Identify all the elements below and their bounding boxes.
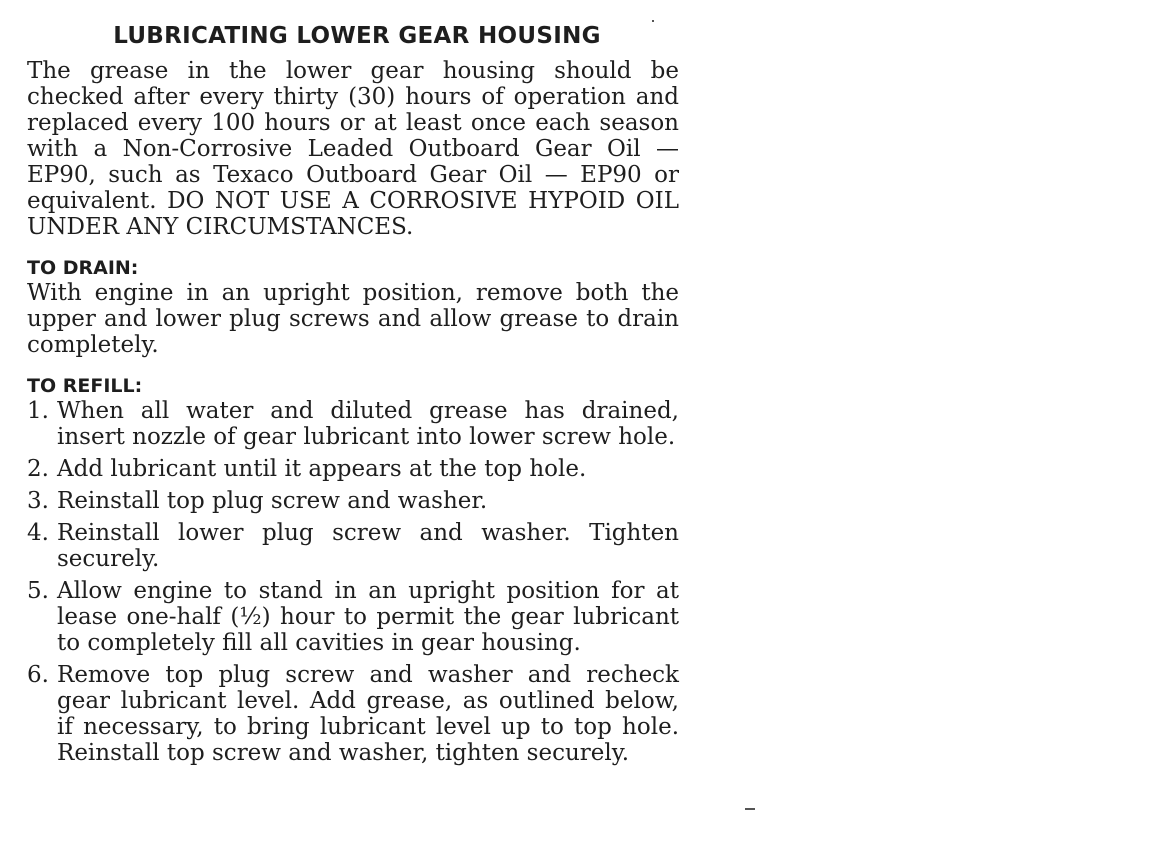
step-number: 4. (27, 520, 49, 546)
refill-step-3 (27, 488, 679, 514)
drain-heading: TO DRAIN: (27, 257, 139, 279)
step-number: 1. (27, 398, 49, 424)
page-title: LUBRICATING LOWER GEAR HOUSING (113, 23, 601, 49)
step-text: Reinstall top plug screw and washer. (57, 488, 488, 514)
step-number: 5. (27, 578, 49, 604)
intro-paragraph: The grease in the lower gear housing should be checked after every thirty (30) hours of operation and replaced every 100 hours or at least once each season with a Non-Corrosive Leaded Outboard Gear Oil — EP90, such as Texaco Outboard Gear Oil — EP90 or equivalent. DO NOT USE A CORROSIVE HYPOID OIL UNDER ANY CIRCUMSTANCES. (27, 58, 679, 240)
scan-speck (652, 20, 654, 22)
step-number: 6. (27, 662, 49, 688)
refill-step-6 (27, 662, 679, 766)
refill-heading: TO REFILL: (27, 375, 143, 397)
refill-steps (27, 398, 679, 766)
step-text: Remove top plug screw and washer and recheck gear lubricant level. Add grease, as outlined below, if necessary, to bring lubricant level up to top hole. Reinstall top screw and washer, tighten securely. (57, 662, 679, 766)
step-text: Add lubricant until it appears at the top hole. (57, 456, 587, 482)
refill-step-4 (27, 520, 679, 572)
step-number: 3. (27, 488, 49, 514)
step-number: 2. (27, 456, 49, 482)
drain-paragraph: With engine in an upright position, remove both the upper and lower plug screws and allow grease to drain completely. (27, 280, 679, 358)
step-text: Allow engine to stand in an upright position for at lease one-half (½) hour to permit the gear lubricant to completely fill all cavities in gear housing. (57, 578, 679, 656)
refill-step-1 (27, 398, 679, 450)
refill-step-2 (27, 456, 679, 482)
step-text: When all water and diluted grease has drained, insert nozzle of gear lubricant into lower screw hole. (57, 398, 679, 450)
document-page (27, 22, 679, 772)
scan-speck (745, 808, 755, 810)
refill-step-5 (27, 578, 679, 656)
step-text: Reinstall lower plug screw and washer. Tighten securely. (57, 520, 679, 572)
